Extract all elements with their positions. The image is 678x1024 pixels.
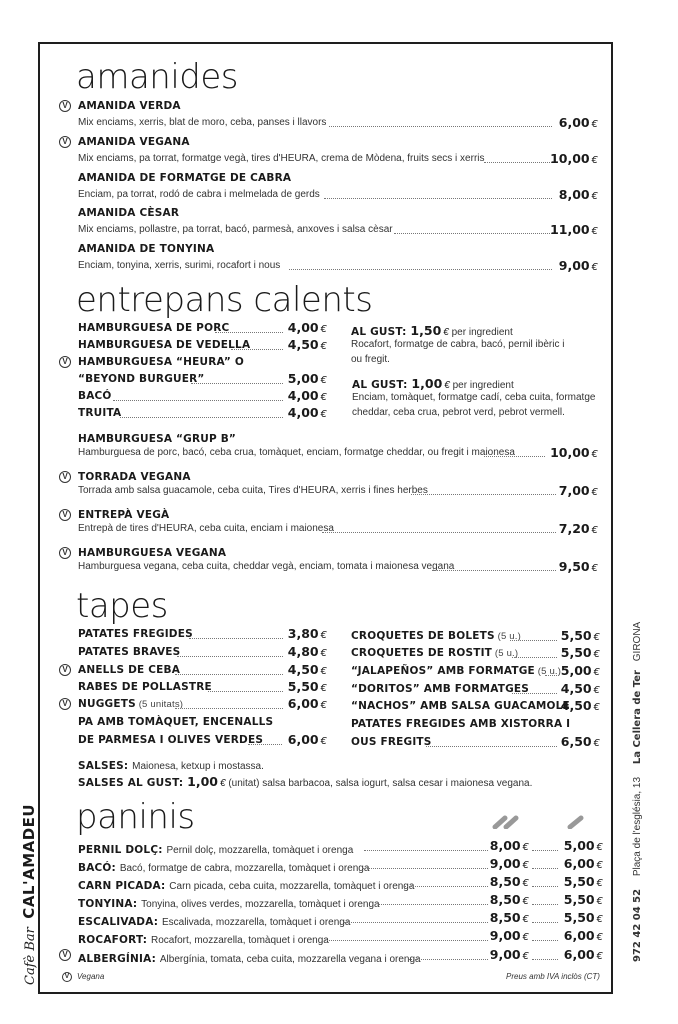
dot-leader — [409, 959, 488, 960]
item-description: Pernil dolç, mozzarella, tomàquet i orenga — [166, 845, 354, 856]
vegan-icon: V — [59, 100, 71, 112]
dot-leader — [189, 638, 283, 639]
item-name: HAMBURGUESA “HEURA” O — [78, 356, 244, 368]
dot-leader — [248, 744, 282, 745]
section-title-tapes: tapes — [76, 586, 168, 626]
item-price: 4,50 € — [560, 681, 600, 696]
item-name: ALBERGÍNIA: — [78, 953, 160, 965]
section-title-entrepans: entrepans calents — [76, 280, 373, 320]
item-price-small: 5,50 € — [563, 874, 603, 889]
item-price-large: 9,00 € — [489, 856, 529, 871]
vegan-icon: V — [59, 509, 71, 521]
item-name: NUGGETS (5 unitats) — [78, 698, 184, 710]
item-description: Enciam, tonyina, xerris, surimi, rocafort i nous — [78, 260, 281, 271]
item-price: 4,50 € — [287, 662, 327, 677]
item-price: 9,00 € — [558, 258, 598, 273]
panini-row — [78, 858, 369, 876]
item-price-large: 9,00 € — [489, 947, 529, 962]
item-price-small: 5,50 € — [563, 892, 603, 907]
item-price: 3,80 € — [287, 626, 327, 641]
salses-al-gust-text: (unitat) salsa barbacoa, salsa iogurt, salsa cesar i maionesa vegana. — [228, 778, 533, 789]
item-description: Mix enciams, pollastre, pa torrat, bacó, parmesà, anxoves i salsa cèsar — [78, 224, 393, 235]
item-price-large: 8,50 € — [489, 874, 529, 889]
item-unit: (5 u.) — [534, 666, 562, 677]
section-title-paninis: paninis — [76, 797, 195, 837]
item-price-small: 6,00 € — [563, 856, 603, 871]
item-description: Torrada amb salsa guacamole, ceba cuita, Tires d'HEURA, xerris i fines herbes — [78, 485, 428, 496]
item-unit: (5 unitats) — [135, 699, 184, 710]
al-gust-label: AL GUST: — [351, 326, 411, 338]
dot-leader — [329, 126, 552, 127]
address-town: La Cellera de Ter — [632, 670, 643, 765]
item-name: DE PARMESA I OLIVES VERDES — [78, 734, 264, 746]
item-name: AMANIDA DE FORMATGE DE CABRA — [78, 172, 292, 184]
item-description: Mix enciams, xerris, blat de moro, ceba, panses i llavors — [78, 117, 327, 128]
item-description: Albergínia, tomata, ceba cuita, mozzarella vegana i orenga — [159, 954, 421, 965]
vegan-icon: V — [59, 664, 71, 676]
item-name: AMANIDA DE TONYINA — [78, 243, 215, 255]
item-name: PERNIL DOLÇ: — [78, 844, 167, 856]
item-price: 5,00 € — [560, 663, 600, 678]
panini-row — [78, 930, 329, 948]
dot-leader — [175, 708, 283, 709]
item-price: 7,20 € — [558, 521, 598, 536]
item-name: PATATES BRAVES — [78, 646, 181, 658]
dot-leader — [411, 494, 556, 495]
item-price-small: 6,00 € — [563, 928, 603, 943]
dot-leader — [404, 886, 488, 887]
panini-large-icon — [492, 815, 522, 829]
al-gust-row: AL GUST: 1,00 € per ingredient — [352, 376, 514, 391]
item-name: ENTREPÀ VEGÀ — [78, 509, 170, 521]
item-description: Bacó, formatge de cabra, mozzarella, tomàquet i orenga — [119, 863, 370, 874]
dot-leader — [120, 417, 283, 418]
brand-cafe: Cafè Bar — [23, 927, 38, 985]
panini-row — [78, 876, 414, 894]
al-gust-description: cheddar, ceba crua, pebrot verd, pebrot vermell. — [352, 407, 565, 418]
item-name: TRUITA — [78, 407, 122, 419]
vegan-legend-icon: V — [62, 972, 72, 982]
dot-leader — [532, 850, 558, 851]
item-price: 4,80 € — [287, 644, 327, 659]
item-name: HAMBURGUESA VEGANA — [78, 547, 227, 559]
item-price: 10,00 € — [550, 151, 598, 166]
item-name: PATATES FREGIDES — [78, 628, 193, 640]
item-price: 11,00 € — [550, 222, 598, 237]
item-name: RABES DE POLLASTRE — [78, 681, 212, 693]
item-name: BACÓ: — [78, 862, 120, 874]
salses-al-gust-row: SALSES AL GUST: 1,00 € (unitat) salsa barbacoa, salsa iogurt, salsa cesar i maionesa vegana. — [78, 774, 533, 789]
item-price-large: 9,00 € — [489, 928, 529, 943]
panini-row — [78, 949, 421, 967]
item-description: Carn picada, ceba cuita, mozzarella, tomàquet i orenga — [169, 881, 415, 892]
item-name: CROQUETES DE ROSTIT (5 u.) — [351, 647, 519, 659]
dot-leader — [532, 904, 558, 905]
salses-al-gust-label: SALSES AL GUST: — [78, 777, 188, 789]
panini-row — [78, 894, 380, 912]
item-price: 8,00 € — [558, 187, 598, 202]
dot-leader — [231, 349, 283, 350]
dot-leader — [432, 570, 556, 571]
item-name: TORRADA VEGANA — [78, 471, 191, 483]
item-description: Mix enciams, pa torrat, formatge vegà, tires d'HEURA, crema de Mòdena, fruits secs i xerris — [78, 153, 485, 164]
salses-al-gust-price: 1,00 — [187, 774, 218, 789]
item-name: OUS FREGITS — [351, 736, 432, 748]
item-price: 4,00 € — [287, 388, 327, 403]
dot-leader — [379, 904, 488, 905]
dot-leader — [532, 940, 558, 941]
item-name: HAMBURGUESA DE VEDELLA — [78, 339, 251, 351]
al-gust-price: 1,50 — [410, 323, 442, 338]
item-price: 4,50 € — [287, 337, 327, 352]
item-name: ROCAFORT: — [78, 934, 151, 946]
brand-name: CAL'AMADEU — [20, 803, 38, 919]
brand-logo — [20, 804, 39, 985]
item-description: Escalivada, mozzarella, tomàquet i orenga — [162, 917, 351, 928]
vegan-legend-label: Vegana — [77, 972, 105, 981]
dot-leader — [208, 691, 283, 692]
item-name: HAMBURGUESA DE PORC — [78, 322, 230, 334]
item-description: Enciam, pa torrat, rodó de cabra i melmelada de gerds — [78, 189, 320, 200]
dot-leader — [362, 868, 488, 869]
item-price: 6,00 € — [558, 115, 598, 130]
item-name: AMANIDA VEGANA — [78, 136, 190, 148]
item-name: “DORITOS” AMB FORMATGES — [351, 683, 530, 695]
panini-row — [78, 840, 353, 858]
vegan-icon: V — [59, 949, 71, 961]
address-region: GIRONA — [632, 621, 643, 662]
item-name: PATATES FREGIDES AMB XISTORRA I — [351, 718, 571, 730]
dot-leader — [512, 657, 557, 658]
item-price-large: 8,50 € — [489, 892, 529, 907]
item-unit: (5 u.) — [494, 631, 521, 642]
al-gust-description: ou fregit. — [351, 354, 390, 365]
salses-row — [78, 756, 264, 774]
item-price-small: 5,50 € — [563, 910, 603, 925]
item-price-large: 8,00 € — [489, 838, 529, 853]
item-price: 9,50 € — [558, 559, 598, 574]
item-price: 5,50 € — [560, 628, 600, 643]
item-name: ANELLS DE CEBA — [78, 664, 181, 676]
item-name: “JALAPEÑOS” AMB FORMATGE (5 u.) — [351, 665, 562, 677]
dot-leader — [394, 233, 552, 234]
al-gust-per: per ingredient — [451, 327, 513, 338]
item-name: CARN PICADA: — [78, 880, 170, 892]
dot-leader — [177, 656, 283, 657]
item-price: 5,50 € — [560, 645, 600, 660]
item-name: ESCALIVADA: — [78, 916, 162, 928]
item-price-small: 5,00 € — [563, 838, 603, 853]
panini-small-icon — [566, 815, 586, 829]
item-description: Hamburguesa de porc, bacó, ceba crua, tomàquet, enciam, formatge cheddar, ou fregit i maionesa — [78, 447, 515, 458]
dot-leader — [484, 456, 545, 457]
dot-leader — [113, 400, 283, 401]
al-gust-per: per ingredient — [452, 380, 514, 391]
item-name: AMANIDA VERDA — [78, 100, 181, 112]
panini-row — [78, 912, 350, 930]
item-price: 6,00 € — [287, 732, 327, 747]
dot-leader — [512, 693, 557, 694]
item-description: Hamburguesa vegana, ceba cuita, cheddar vegà, enciam, tomata i maionesa vegana — [78, 561, 455, 572]
al-gust-description: Rocafort, formatge de cabra, bacó, pernil ibèric i — [351, 339, 565, 350]
item-description: Entrepà de tires d'HEURA, ceba cuita, enciam i maionesa — [78, 523, 334, 534]
dot-leader — [191, 383, 283, 384]
dot-leader — [532, 886, 558, 887]
item-description: Tonyina, olives verdes, mozzarella, tomàquet i orenga — [141, 899, 380, 910]
item-name: BACÓ — [78, 390, 112, 402]
section-title-amanides: amanides — [76, 57, 238, 97]
salses-label: SALSES: — [78, 760, 133, 772]
dot-leader — [289, 269, 552, 270]
item-price: 4,50 € — [560, 698, 600, 713]
item-unit: (5 u.) — [492, 648, 519, 659]
item-name: PA AMB TOMÀQUET, ENCENALLS — [78, 716, 274, 728]
item-price: 4,00 € — [287, 405, 327, 420]
address-street: Plaça de l'església, 13 — [632, 776, 643, 877]
dot-leader — [344, 922, 488, 923]
item-description: Rocafort, mozzarella, tomàquet i orenga — [151, 935, 329, 946]
al-gust-description: Enciam, tomàquet, formatge cadí, ceba cuita, formatge — [352, 392, 596, 403]
dot-leader — [532, 922, 558, 923]
item-price: 10,00 € — [550, 445, 598, 460]
address-block — [632, 622, 643, 962]
item-price: 6,50 € — [560, 734, 600, 749]
dot-leader — [215, 332, 283, 333]
item-price-large: 8,50 € — [489, 910, 529, 925]
dot-leader — [175, 674, 283, 675]
vegan-icon: V — [59, 136, 71, 148]
item-name: CROQUETES DE BOLETS (5 u.) — [351, 630, 521, 642]
item-price: 7,00 € — [558, 483, 598, 498]
item-price: 6,00 € — [287, 696, 327, 711]
vegan-icon: V — [59, 547, 71, 559]
dot-leader — [426, 746, 557, 747]
address-phone: 972 42 04 52 — [632, 888, 643, 962]
al-gust-label: AL GUST: — [352, 379, 412, 391]
al-gust-price: 1,00 — [411, 376, 443, 391]
item-name: HAMBURGUESA “GRUP B” — [78, 433, 237, 445]
item-name: TONYINA: — [78, 898, 142, 910]
dot-leader — [364, 850, 488, 851]
item-price-small: 6,00 € — [563, 947, 603, 962]
item-price: 5,50 € — [287, 679, 327, 694]
item-name: “BEYOND BURGUER” — [78, 373, 205, 385]
dot-leader — [510, 640, 557, 641]
item-name: “NACHOS” AMB SALSA GUACAMOLE — [351, 700, 570, 712]
al-gust-row: AL GUST: 1,50 € per ingredient — [351, 323, 513, 338]
dot-leader — [545, 675, 557, 676]
vegan-icon: V — [59, 356, 71, 368]
iva-note: Preus amb IVA inclòs (CT) — [506, 972, 600, 981]
vegan-icon: V — [59, 698, 71, 710]
item-name: AMANIDA CÈSAR — [78, 207, 180, 219]
dot-leader — [532, 959, 558, 960]
vegan-icon: V — [59, 471, 71, 483]
item-price: 5,00 € — [287, 371, 327, 386]
dot-leader — [484, 162, 552, 163]
salses-text: Maionesa, ketxup i mostassa. — [132, 761, 264, 772]
dot-leader — [324, 198, 552, 199]
dot-leader — [324, 940, 488, 941]
dot-leader — [532, 868, 558, 869]
dot-leader — [322, 532, 556, 533]
item-price: 4,00 € — [287, 320, 327, 335]
